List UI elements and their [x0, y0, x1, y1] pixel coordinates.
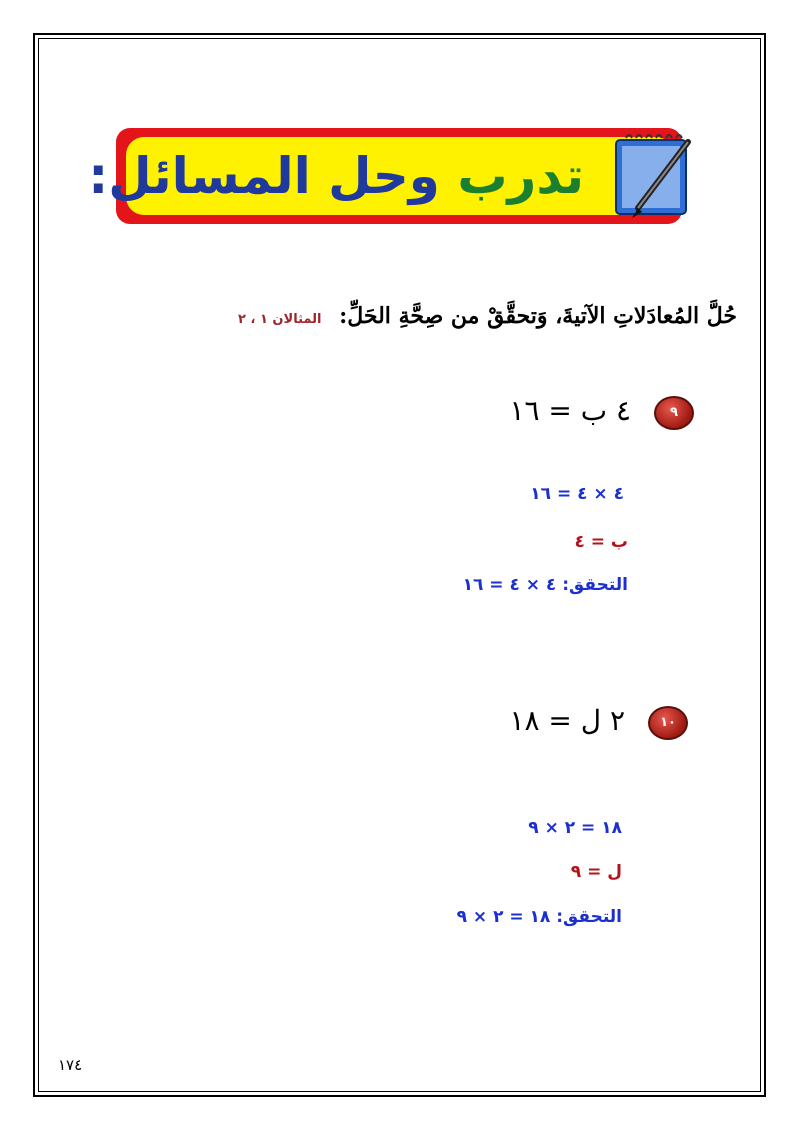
- problem-number-badge: ١٠: [648, 706, 688, 740]
- solution-step: ٤ × ٤ = ١٦: [530, 484, 624, 504]
- solution-check: التحقق: ٤ × ٤ = ١٦: [462, 575, 628, 595]
- page-number: ١٧٤: [58, 1056, 83, 1074]
- problem-9: [509, 394, 694, 430]
- banner-title-word1: تدرب: [457, 147, 584, 205]
- examples-reference: المثالان ١ ، ٢: [238, 312, 322, 327]
- banner-title: [88, 136, 584, 216]
- problem-10: [509, 704, 688, 740]
- solution-step: ١٨ = ٢ × ٩: [528, 818, 622, 838]
- section-banner: [88, 128, 704, 224]
- banner-title-rest: وحل المسائل:: [88, 147, 440, 205]
- solution-answer: ب = ٤: [574, 532, 628, 552]
- problem-equation: ٢ ل = ١٨: [509, 704, 626, 737]
- problem-number-badge: ٩: [654, 396, 694, 430]
- problem-equation: ٤ ب = ١٦: [509, 394, 632, 427]
- instruction-line: [238, 303, 737, 329]
- solution-check: التحقق: ١٨ = ٢ × ٩: [456, 907, 622, 927]
- instruction-text: حُلَّ المُعادَلاتِ الآتيةَ، وَتحقَّقْ من صِحَّةِ الحَلِّ:: [339, 303, 737, 329]
- solution-answer: ل = ٩: [570, 862, 622, 882]
- notepad-pen-icon: [602, 128, 702, 224]
